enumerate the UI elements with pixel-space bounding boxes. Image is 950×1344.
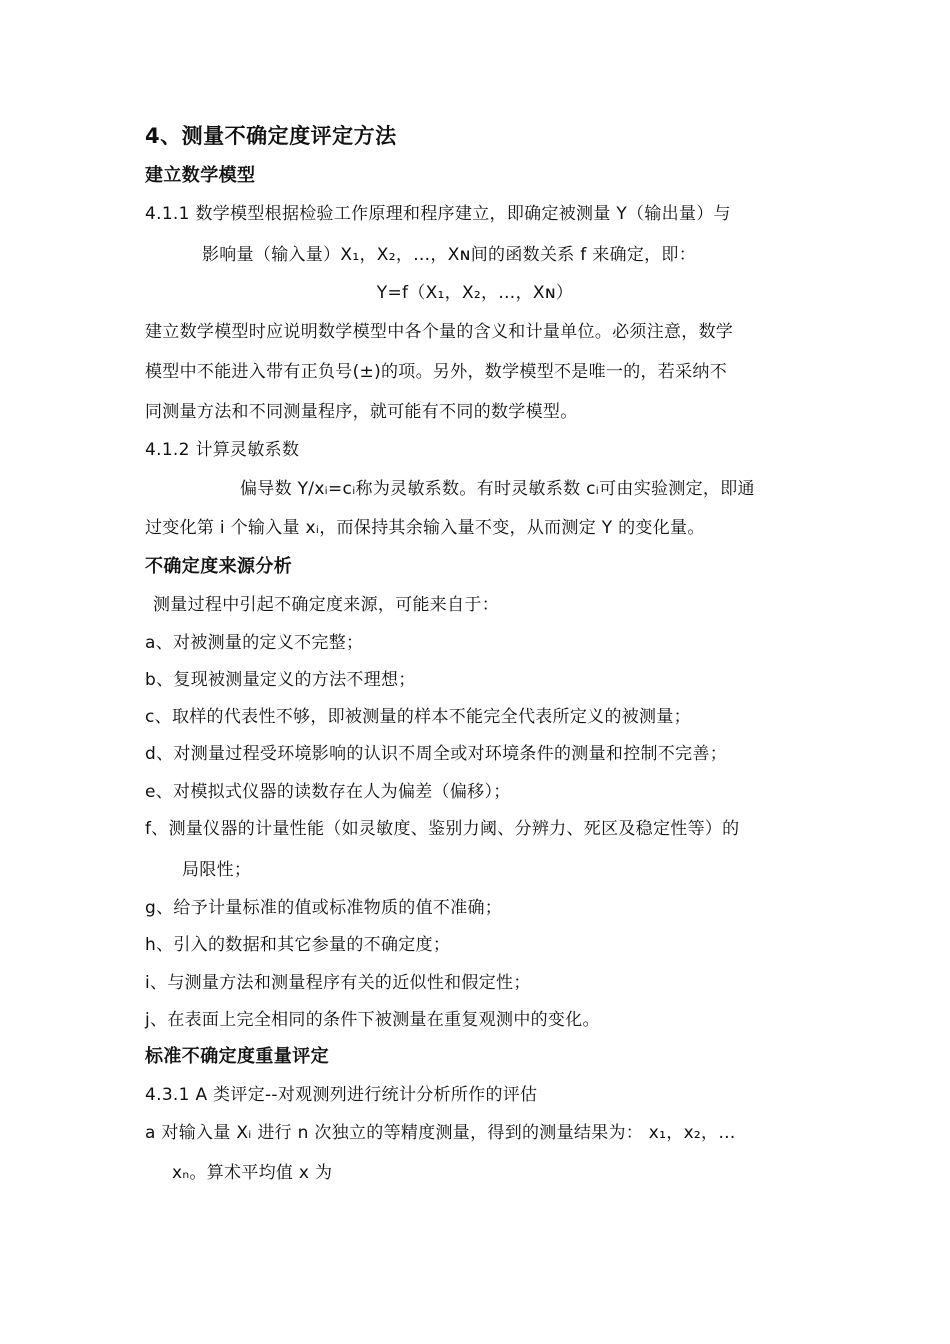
heading-standard-uncertainty: 标准不确定度重量评定 [145,1046,329,1067]
source-item-a: a、对被测量的定义不完整； [145,633,364,653]
paragraph-4-3-1-title: 4.3.1 A 类评定--对观测列进行统计分析所作的评估 [145,1085,538,1105]
source-item-c: c、取样的代表性不够，即被测量的样本不能完全代表所定义的被测量； [145,707,691,727]
model-note-line-3: 同测量方法和不同测量程序，就可能有不同的数学模型。 [145,402,578,422]
source-item-h: h、引入的数据和其它参量的不确定度； [145,935,451,955]
paragraph-4-1-2-line-1: 偏导数 Y/xᵢ=cᵢ称为灵敏系数。有时灵敏系数 cᵢ可由实验测定，即通 [240,479,755,499]
source-item-f-line-2: 局限性； [182,860,252,880]
paragraph-4-3-1-line-2: xₙ。算术平均值 x 为 [172,1163,333,1183]
paragraph-4-1-2-title: 4.1.2 计算灵敏系数 [145,440,300,460]
source-item-b: b、复现被测量定义的方法不理想； [145,670,416,690]
source-item-d: d、对测量过程受环境影响的认识不周全或对环境条件的测量和控制不完善； [145,744,727,764]
sources-intro: 测量过程中引起不确定度来源，可能来自于： [153,595,499,615]
source-item-i: i、与测量方法和测量程序有关的近似性和假定性； [145,973,531,993]
paragraph-4-1-2-line-2: 过变化第 i 个输入量 xᵢ，而保持其余输入量不变，从而测定 Y 的变化量。 [145,518,705,538]
source-item-g: g、给予计量标准的值或标准物质的值不准确； [145,898,503,918]
formula: Y=f（X₁，X₂，…，Xɴ） [376,283,574,303]
model-note-line-1: 建立数学模型时应说明数学模型中各个量的含义和计量单位。必须注意，数学 [145,322,734,342]
heading-math-model: 建立数学模型 [145,165,256,186]
paragraph-4-1-1-line-2: 影响量（输入量）X₁，X₂，…，Xɴ间的函数关系 f 来确定，即： [202,245,697,265]
heading-uncertainty-sources: 不确定度来源分析 [145,556,293,577]
source-item-e: e、对模拟式仪器的读数存在人为偏差（偏移）； [145,782,511,802]
model-note-line-2: 模型中不能进入带有正负号(±)的项。另外，数学模型不是唯一的，若采纳不 [145,362,728,382]
paragraph-4-1-1-line-1: 4.1.1 数学模型根据检验工作原理和程序建立，即确定被测量 Y（输出量）与 [145,204,731,224]
source-item-f-line-1: f、测量仪器的计量性能（如灵敏度、鉴别力阈、分辨力、死区及稳定性等）的 [145,819,740,839]
section-title: 4、测量不确定度评定方法 [145,124,397,148]
paragraph-4-3-1-line-1: a 对输入量 Xᵢ 进行 n 次独立的等精度测量，得到的测量结果为： x₁，x₂，… [145,1123,736,1143]
source-item-j: j、在表面上完全相同的条件下被测量在重复观测中的变化。 [145,1010,600,1030]
